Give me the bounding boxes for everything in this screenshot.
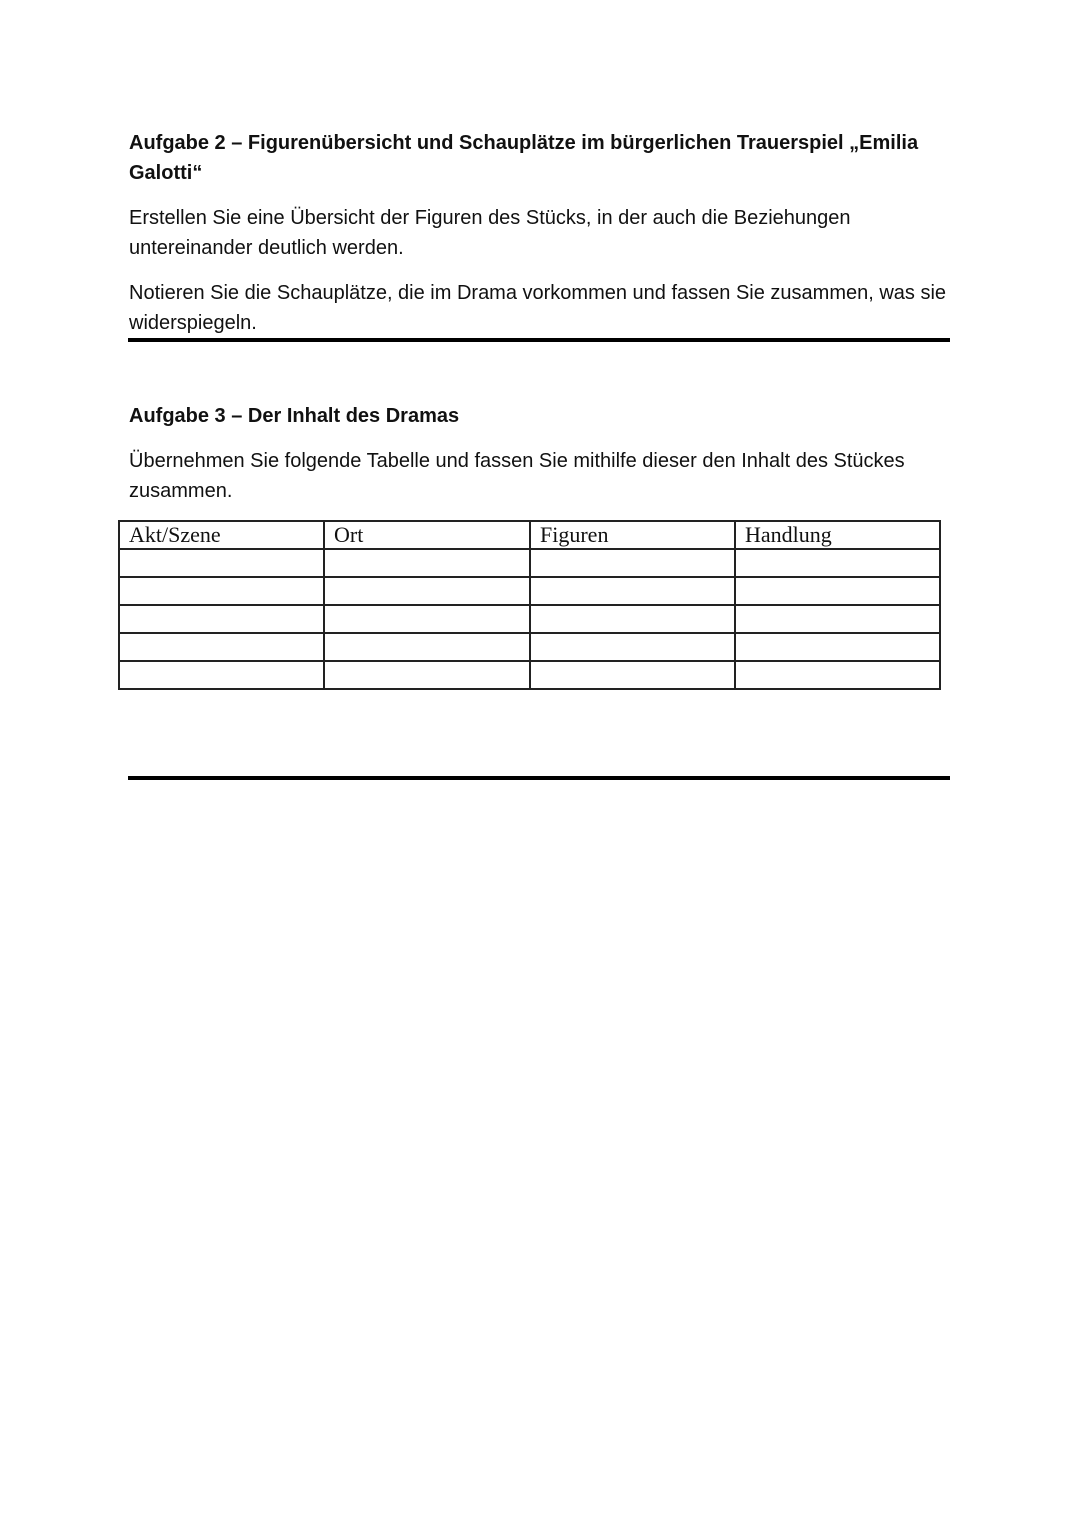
table-row (119, 633, 940, 661)
task2-section (129, 128, 949, 338)
table-cell (119, 549, 324, 577)
task3-section (129, 401, 949, 506)
column-header-akt-szene: Akt/Szene (119, 521, 324, 549)
table-cell (530, 633, 735, 661)
table-row (119, 549, 940, 577)
table-cell (324, 549, 530, 577)
task3-heading: Aufgabe 3 – Der Inhalt des Dramas (129, 405, 460, 427)
section-divider-2 (128, 776, 950, 780)
table-cell (119, 661, 324, 689)
table-row (119, 577, 940, 605)
column-header-figuren: Figuren (530, 521, 735, 549)
task2-heading: Aufgabe 2 – Figurenübersicht und Schauplätze im bürgerlichen Trauerspiel „Emilia Galotti“ (129, 132, 919, 184)
table-cell (530, 605, 735, 633)
table-cell (735, 633, 940, 661)
table-cell (735, 605, 940, 633)
task2-instruction-2: Notieren Sie die Schauplätze, die im Drama vorkommen und fassen Sie zusammen, was sie widerspiegeln. (129, 282, 947, 334)
table-cell (324, 661, 530, 689)
content-table (118, 520, 941, 690)
table-cell (735, 549, 940, 577)
table-cell (119, 577, 324, 605)
table-cell (735, 577, 940, 605)
table-cell (735, 661, 940, 689)
table-cell (119, 605, 324, 633)
table-cell (324, 577, 530, 605)
task2-instruction-1: Erstellen Sie eine Übersicht der Figuren des Stücks, in der auch die Beziehungen untereinander deutlich werden. (129, 207, 851, 259)
table-row (119, 661, 940, 689)
task3-instruction: Übernehmen Sie folgende Tabelle und fassen Sie mithilfe dieser den Inhalt des Stückes zusammen. (129, 450, 905, 502)
table-cell (530, 549, 735, 577)
table-cell (530, 577, 735, 605)
table-cell (530, 661, 735, 689)
table-cell (324, 633, 530, 661)
table-cell (119, 633, 324, 661)
table-header-row (119, 521, 940, 549)
table-row (119, 605, 940, 633)
section-divider-1 (128, 338, 950, 342)
table-cell (324, 605, 530, 633)
column-header-ort: Ort (324, 521, 530, 549)
column-header-handlung: Handlung (735, 521, 940, 549)
